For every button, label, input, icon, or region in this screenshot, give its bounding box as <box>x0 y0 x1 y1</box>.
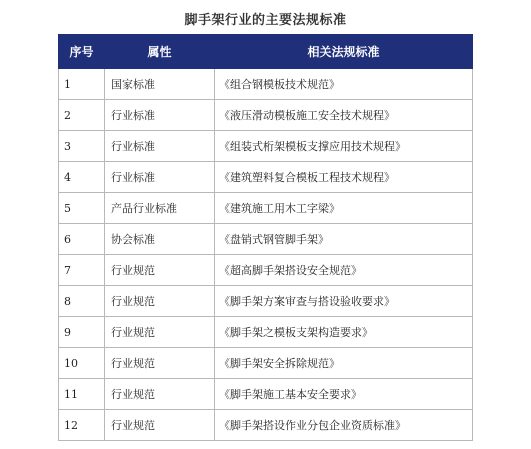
row-standard: 《组合钢模板技术规范》 <box>215 69 473 100</box>
table-row <box>59 255 473 286</box>
table-header <box>59 35 473 69</box>
row-attribute: 行业规范 <box>105 317 215 348</box>
table-row <box>59 131 473 162</box>
row-standard: 《建筑施工用木工字梁》 <box>215 193 473 224</box>
row-attribute: 行业规范 <box>105 286 215 317</box>
table-body <box>59 69 473 441</box>
row-attribute: 行业规范 <box>105 348 215 379</box>
row-no: 3 <box>59 131 105 162</box>
row-no: 1 <box>59 69 105 100</box>
row-attribute: 行业规范 <box>105 255 215 286</box>
header-row <box>59 35 473 69</box>
row-standard: 《建筑塑料复合模板工程技术规程》 <box>215 162 473 193</box>
page-title: 脚手架行业的主要法规标准 <box>184 13 347 28</box>
row-standard: 《脚手架之模板支架构造要求》 <box>215 317 473 348</box>
table-row <box>59 100 473 131</box>
row-attribute: 行业标准 <box>105 131 215 162</box>
row-standard: 《脚手架安全拆除规范》 <box>215 348 473 379</box>
row-no: 11 <box>59 379 105 410</box>
table-row <box>59 410 473 441</box>
row-no: 12 <box>59 410 105 441</box>
header-no: 序号 <box>59 35 105 69</box>
header-standard: 相关法规标准 <box>215 35 473 69</box>
table-row <box>59 317 473 348</box>
row-no: 5 <box>59 193 105 224</box>
row-attribute: 行业标准 <box>105 100 215 131</box>
row-standard: 《脚手架施工基本安全要求》 <box>215 379 473 410</box>
table-row <box>59 286 473 317</box>
row-standard: 《盘销式钢管脚手架》 <box>215 224 473 255</box>
row-no: 10 <box>59 348 105 379</box>
row-attribute: 国家标准 <box>105 69 215 100</box>
table-row <box>59 69 473 100</box>
row-standard: 《超高脚手架搭设安全规范》 <box>215 255 473 286</box>
row-attribute: 产品行业标准 <box>105 193 215 224</box>
row-standard: 《脚手架搭设作业分包企业资质标准》 <box>215 410 473 441</box>
row-standard: 《组装式桁架模板支撑应用技术规程》 <box>215 131 473 162</box>
row-no: 6 <box>59 224 105 255</box>
row-no: 2 <box>59 100 105 131</box>
row-attribute: 行业标准 <box>105 162 215 193</box>
row-attribute: 行业规范 <box>105 410 215 441</box>
row-attribute: 协会标准 <box>105 224 215 255</box>
row-no: 7 <box>59 255 105 286</box>
row-standard: 《脚手架方案审查与搭设验收要求》 <box>215 286 473 317</box>
row-no: 9 <box>59 317 105 348</box>
table-row <box>59 379 473 410</box>
table-row <box>59 224 473 255</box>
header-attribute: 属性 <box>105 35 215 69</box>
row-standard: 《液压滑动模板施工安全技术规程》 <box>215 100 473 131</box>
row-attribute: 行业规范 <box>105 379 215 410</box>
row-no: 8 <box>59 286 105 317</box>
standards-table <box>58 34 473 441</box>
table-row <box>59 193 473 224</box>
table-row <box>59 162 473 193</box>
table-row <box>59 348 473 379</box>
row-no: 4 <box>59 162 105 193</box>
